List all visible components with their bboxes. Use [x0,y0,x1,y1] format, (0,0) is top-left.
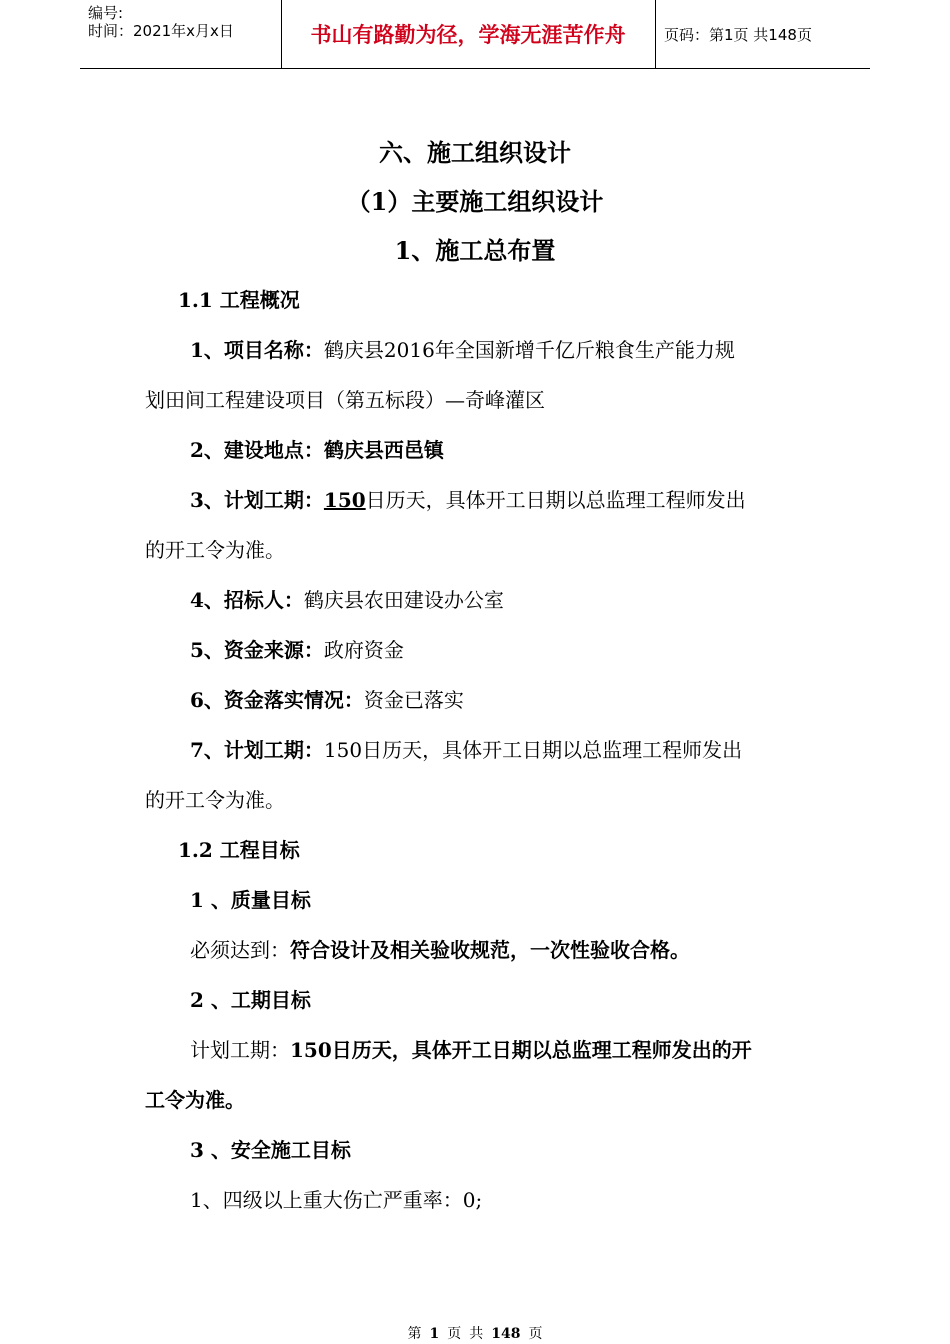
item-tenderer [190,587,504,613]
item-label: 3、计划工期： [190,488,324,512]
header-meta-cell [80,0,282,68]
item-text: 资金已落实 [363,688,464,712]
item-text: 日历天，具体开工日期以总监理工程师发出 [365,488,746,512]
item-text: 政府资金 [323,638,404,662]
item-days-number: 150 [323,488,366,512]
item-label: 1、项目名称： [190,338,324,362]
heading-1-1: 1.1 工程概况 [178,288,300,312]
item-label: 7、计划工期： [190,738,324,762]
page-header [80,0,870,69]
goal-schedule-text [190,1037,752,1063]
item-label: 6、资金落实情况： [190,688,364,712]
footer-page-number: 1 [429,1326,440,1342]
header-motto-cell [281,0,656,68]
item-text: 150日历天，具体开工日期以总监理工程师发出 [323,738,743,762]
item-project-name-cont: 划田间工程建设项目（第五标段）—奇峰灌区 [145,388,545,412]
item-text: 150日历天，具体开工日期以总监理工程师发出的开 [290,1038,752,1062]
item-fund-source [190,637,404,663]
page-footer [0,1325,950,1343]
item-schedule-cont: 的开工令为准。 [145,538,285,562]
goal-quality-text [190,937,690,963]
item-fund-status [190,687,464,713]
doc-number-label: 编号: [88,4,124,22]
item-text: 鹤庆县2016年全国新增千亿斤粮食生产能力规 [323,338,735,362]
item-project-name [190,337,735,363]
footer-total-pages: 148 [491,1326,521,1342]
item-text: 鹤庆县农田建设办公室 [303,588,504,612]
goal-quality-heading: 1 、质量目标 [190,888,311,912]
item-schedule-2-cont: 的开工令为准。 [145,788,285,812]
item-label: 4、招标人： [190,588,304,612]
item-label: 必须达到： [190,938,290,962]
item-schedule-2 [190,737,742,763]
item-label: 计划工期： [190,1038,290,1062]
item-label: 5、资金来源： [190,638,324,662]
goal-safety-item-1: 1、四级以上重大伤亡严重率：0; [190,1188,483,1212]
doc-time-label: 时间：2021年x月x日 [88,22,234,40]
item-schedule [190,487,746,513]
goal-schedule-heading: 2 、工期目标 [190,988,311,1012]
section-title: 六、施工组织设计 [379,138,571,167]
footer-di: 第 [407,1326,422,1342]
header-motto: 书山有路勤为径，学海无涯苦作舟 [310,23,626,47]
heading-1-2: 1.2 工程目标 [178,838,300,862]
item-text: 符合设计及相关验收规范，一次性验收合格。 [290,938,690,962]
footer-gong: 共 [469,1326,484,1342]
goal-safety-heading: 3 、安全施工目标 [190,1138,351,1162]
subsection-title: （1）主要施工组织设计 [346,187,604,216]
chapter-title: 1、施工总布置 [394,236,556,265]
goal-schedule-text-cont: 工令为准。 [145,1088,245,1112]
footer-ye: 页 [447,1326,462,1342]
header-page-cell [656,0,870,68]
item-location: 2、建设地点：鹤庆县西邑镇 [190,438,444,462]
header-page-info: 页码：第1页 共148页 [664,26,812,44]
footer-ye2: 页 [528,1326,543,1342]
